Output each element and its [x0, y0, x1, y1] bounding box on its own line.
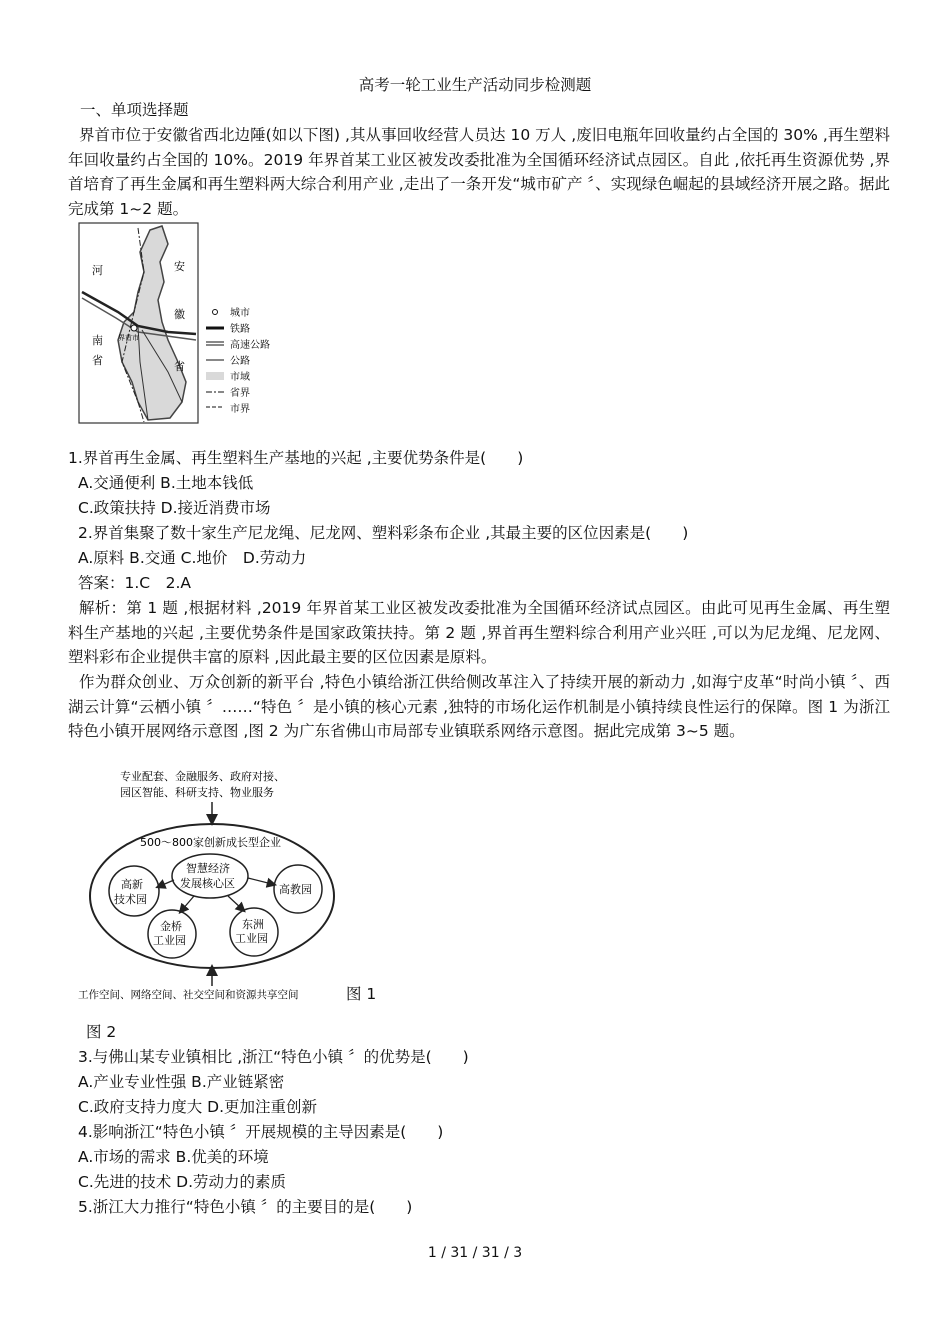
question-1: 1.界首再生金属、再生塑料生产基地的兴起 ,主要优势条件是( ): [68, 449, 524, 467]
high-tech-park-node: [109, 866, 159, 916]
node-label: 工业园: [235, 932, 268, 945]
map-label: 省: [92, 354, 103, 367]
question-1-options-ab: A.交通便利 B.土地本钱低: [78, 474, 254, 492]
diagram-top-text: 园区智能、科研支持、物业服务: [120, 786, 274, 799]
legend-region-icon: [206, 372, 224, 380]
node-label: 金桥: [160, 920, 182, 933]
map-label-city: 界首市: [118, 334, 139, 342]
page-footer: 1 / 31 / 31 / 3: [427, 1245, 523, 1261]
legend-item: 省界: [230, 388, 250, 399]
answer-line: 答案：1.C 2.A: [78, 574, 192, 592]
analysis-paragraph: 解析：第 1 题 ,根据材料 ,2019 年界首某工业区被发改委批准为全国循环经济试点园区。由此可见再生金属、再生塑料生产基地的兴起 ,主要优势条件是国家政策扶持。第 2 题 ,界首再生塑料综合利用产业兴旺 ,可以为尼龙绳、尼龙网、塑料彩布企业提供丰富的原料 ,因此最主要的区位因素是原料。: [68, 599, 890, 666]
node-label: 工业园: [153, 934, 186, 947]
figure-2-caption: 图 2: [86, 1023, 117, 1041]
map-label: 徽: [174, 308, 185, 321]
legend-item: 铁路: [230, 324, 250, 335]
legend-item: 城市: [230, 308, 250, 319]
intro-paragraph-1: 界首市位于安徽省西北边陲(如以下图) ,其从事回收经营人员达 10 万人 ,废旧电瓶年回收量约占全国的 30% ,再生塑料年回收量约占全国的 10%。2019 年界首某工业区被发改委批准为全国循环经济试点园区。自此 ,依托再生资源优势 ,界首培育了再生金属和再生塑料两大综合利用产业 ,走出了一条开发“城市矿产 〞、实现绿色崛起的县域经济开展之路。据此完成第 1~2 题。: [68, 126, 890, 218]
legend-city-icon: [213, 310, 218, 315]
legend-item: 公路: [230, 356, 250, 367]
legend-item: 高速公路: [230, 340, 270, 351]
node-label: 东洲: [242, 918, 264, 931]
core-zone-label: 智慧经济: [186, 862, 230, 875]
section-heading: 一、单项选择题: [80, 101, 189, 119]
diagram-top-text: 专业配套、金融服务、政府对接、: [120, 770, 285, 783]
page-title: 高考一轮工业生产活动同步检测题: [358, 76, 592, 94]
map-legend: [206, 306, 270, 415]
core-zone-node: [172, 854, 248, 898]
intro-paragraph-2: 作为群众创业、万众创新的新平台 ,特色小镇给浙江供给侧改革注入了持续开展的新动力 ,如海宁皮革“时尚小镇 〞、西湖云计算“云栖小镇 〞……“特色 〞是小镇的核心元素 ,独特的市场化运作机制是小镇持续良性运行的保障。图 1 为浙江特色小镇开展网络示意图 ,图 2 为广东省佛山市局部专业镇联系网络示意图。据此完成第 3~5 题。: [68, 673, 890, 740]
map-label: 南: [92, 334, 103, 347]
question-1-options-cd: C.政策扶持 D.接近消费市场: [78, 499, 271, 517]
city-marker-icon: [131, 325, 137, 331]
legend-item: 市界: [230, 404, 250, 415]
figure-1-caption: 图 1: [346, 985, 377, 1003]
diagram-bottom-text: 工作空间、网络空间、社交空间和资源共享空间: [78, 989, 299, 1001]
question-4-options-ab: A.市场的需求 B.优美的环境: [78, 1148, 269, 1166]
question-5: 5.浙江大力推行“特色小镇 〞的主要目的是( ): [78, 1198, 413, 1216]
question-3-options-cd: C.政府支持力度大 D.更加注重创新: [78, 1098, 318, 1116]
node-label: 高新: [121, 878, 143, 891]
zhejiang-town-network-diagram: [76, 766, 348, 1004]
question-2-options: A.原料 B.交通 C.地价 D.劳动力: [78, 549, 307, 567]
core-zone-label: 发展核心区: [180, 877, 235, 890]
node-label: 技术园: [114, 893, 147, 906]
map-label: 河: [92, 264, 103, 277]
map-label: 安: [174, 260, 185, 273]
question-2: 2.界首集聚了数十家生产尼龙绳、尼龙网、塑料彩条布企业 ,其最主要的区位因素是( ): [78, 524, 689, 542]
question-4-options-cd: C.先进的技术 D.劳动力的素质: [78, 1173, 287, 1191]
question-3-options-ab: A.产业专业性强 B.产业链紧密: [78, 1073, 285, 1091]
jieshou-map-figure: [78, 222, 290, 426]
node-label: 高教园: [279, 883, 312, 896]
legend-item: 市域: [230, 372, 250, 383]
diagram-outer-label: 500～800家创新成长型企业: [140, 836, 281, 849]
question-4: 4.影响浙江“特色小镇 〞开展规模的主导因素是( ): [78, 1123, 444, 1141]
map-label: 省: [174, 360, 185, 373]
question-3: 3.与佛山某专业镇相比 ,浙江“特色小镇 〞的优势是( ): [78, 1048, 469, 1066]
